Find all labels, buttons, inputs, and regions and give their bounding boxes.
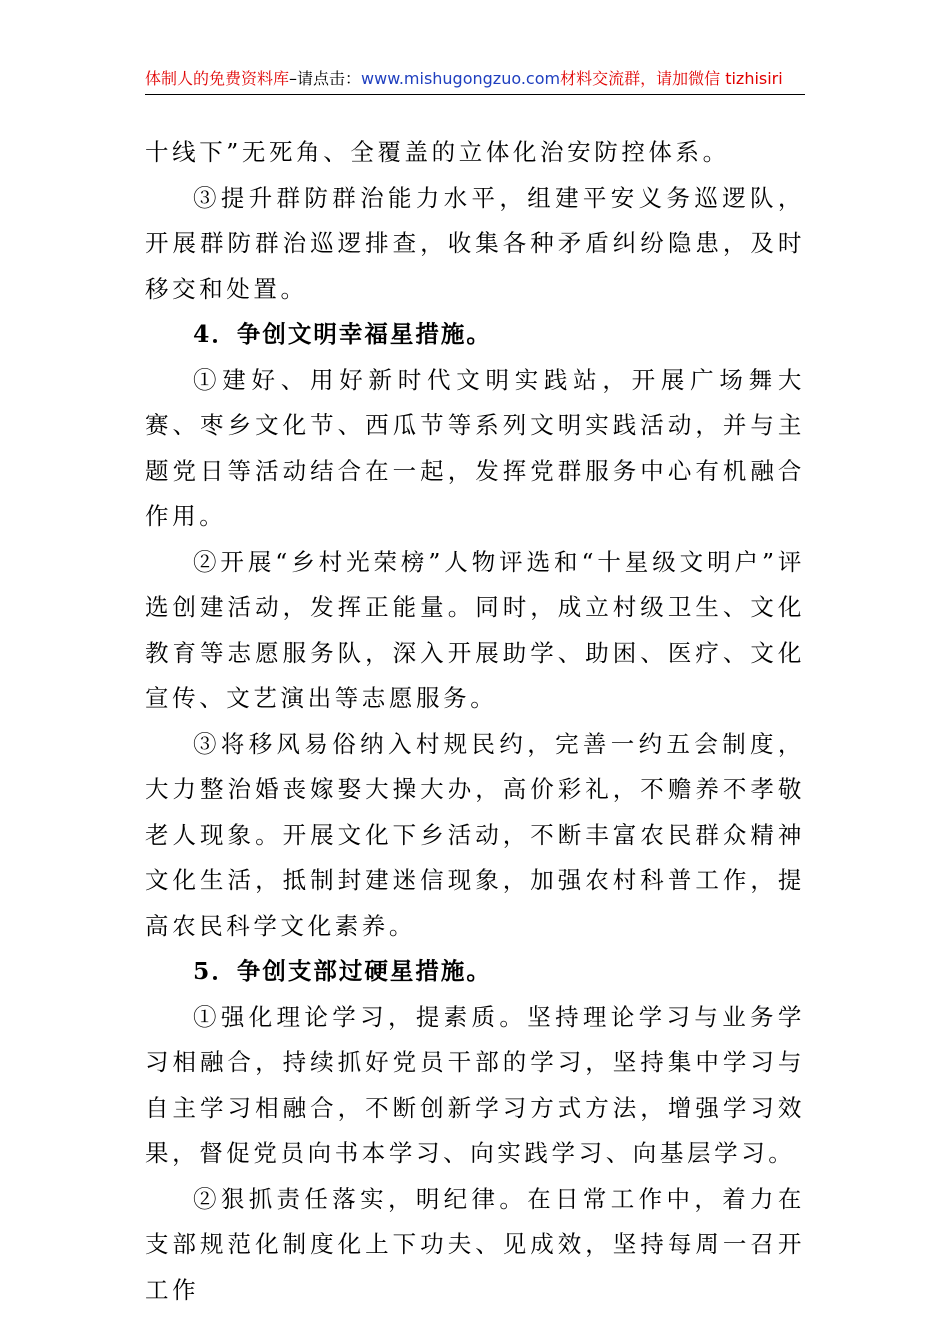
- paragraph: ②狠抓责任落实，明纪律。在日常工作中，着力在支部规范化制度化上下功夫、见成效，坚持每周一召开工作: [145, 1184, 805, 1304]
- paragraph: ③将移风易俗纳入村规民约，完善一约五会制度，大力整治婚丧嫁娶大操大办，高价彩礼，不赡养不孝敬老人现象。开展文化下乡活动，不断丰富农民群众精神文化生活，抵制封建迷信现象，加强农村科普工作，提高农民科学文化素养。: [145, 729, 805, 940]
- section-heading: 4．争创文明幸福星措施。: [193, 320, 492, 348]
- document-body: [145, 130, 805, 1313]
- paragraph: ①强化理论学习，提素质。坚持理论学习与业务学习相融合，持续抓好党员干部的学习，坚持集中学习与自主学习相融合，不断创新学习方式方法，增强学习效果，督促党员向书本学习、向实践学习、向基层学习。: [145, 1002, 805, 1167]
- paragraph: ②开展“乡村光荣榜”人物评选和“十星级文明户”评选创建活动，发挥正能量。同时，成立村级卫生、文化教育等志愿服务队，深入开展助学、助困、医疗、文化宣传、文艺演出等志愿服务。: [145, 547, 805, 712]
- paragraph: ①建好、用好新时代文明实践站，开展广场舞大赛、枣乡文化节、西瓜节等系列文明实践活动，并与主题党日等活动结合在一起，发挥党群服务中心有机融合作用。: [145, 365, 805, 530]
- paragraph: ③提升群防群治能力水平，组建平安义务巡逻队，开展群防群治巡逻排查，收集各种矛盾纠纷隐患，及时移交和处置。: [145, 183, 805, 303]
- header-prompt: –请点击：: [289, 69, 362, 88]
- header-group-text: 材料交流群，请加微信 tizhisiri: [560, 69, 783, 88]
- header-brand: 体制人的免费资料库: [145, 69, 290, 88]
- section-heading: 5．争创支部过硬星措施。: [193, 957, 492, 985]
- page-header: [145, 66, 805, 95]
- header-url-link[interactable]: www.mishugongzuo.com: [361, 69, 561, 88]
- paragraph-continuation: 十线下”无死角、全覆盖的立体化治安防控体系。: [145, 138, 730, 166]
